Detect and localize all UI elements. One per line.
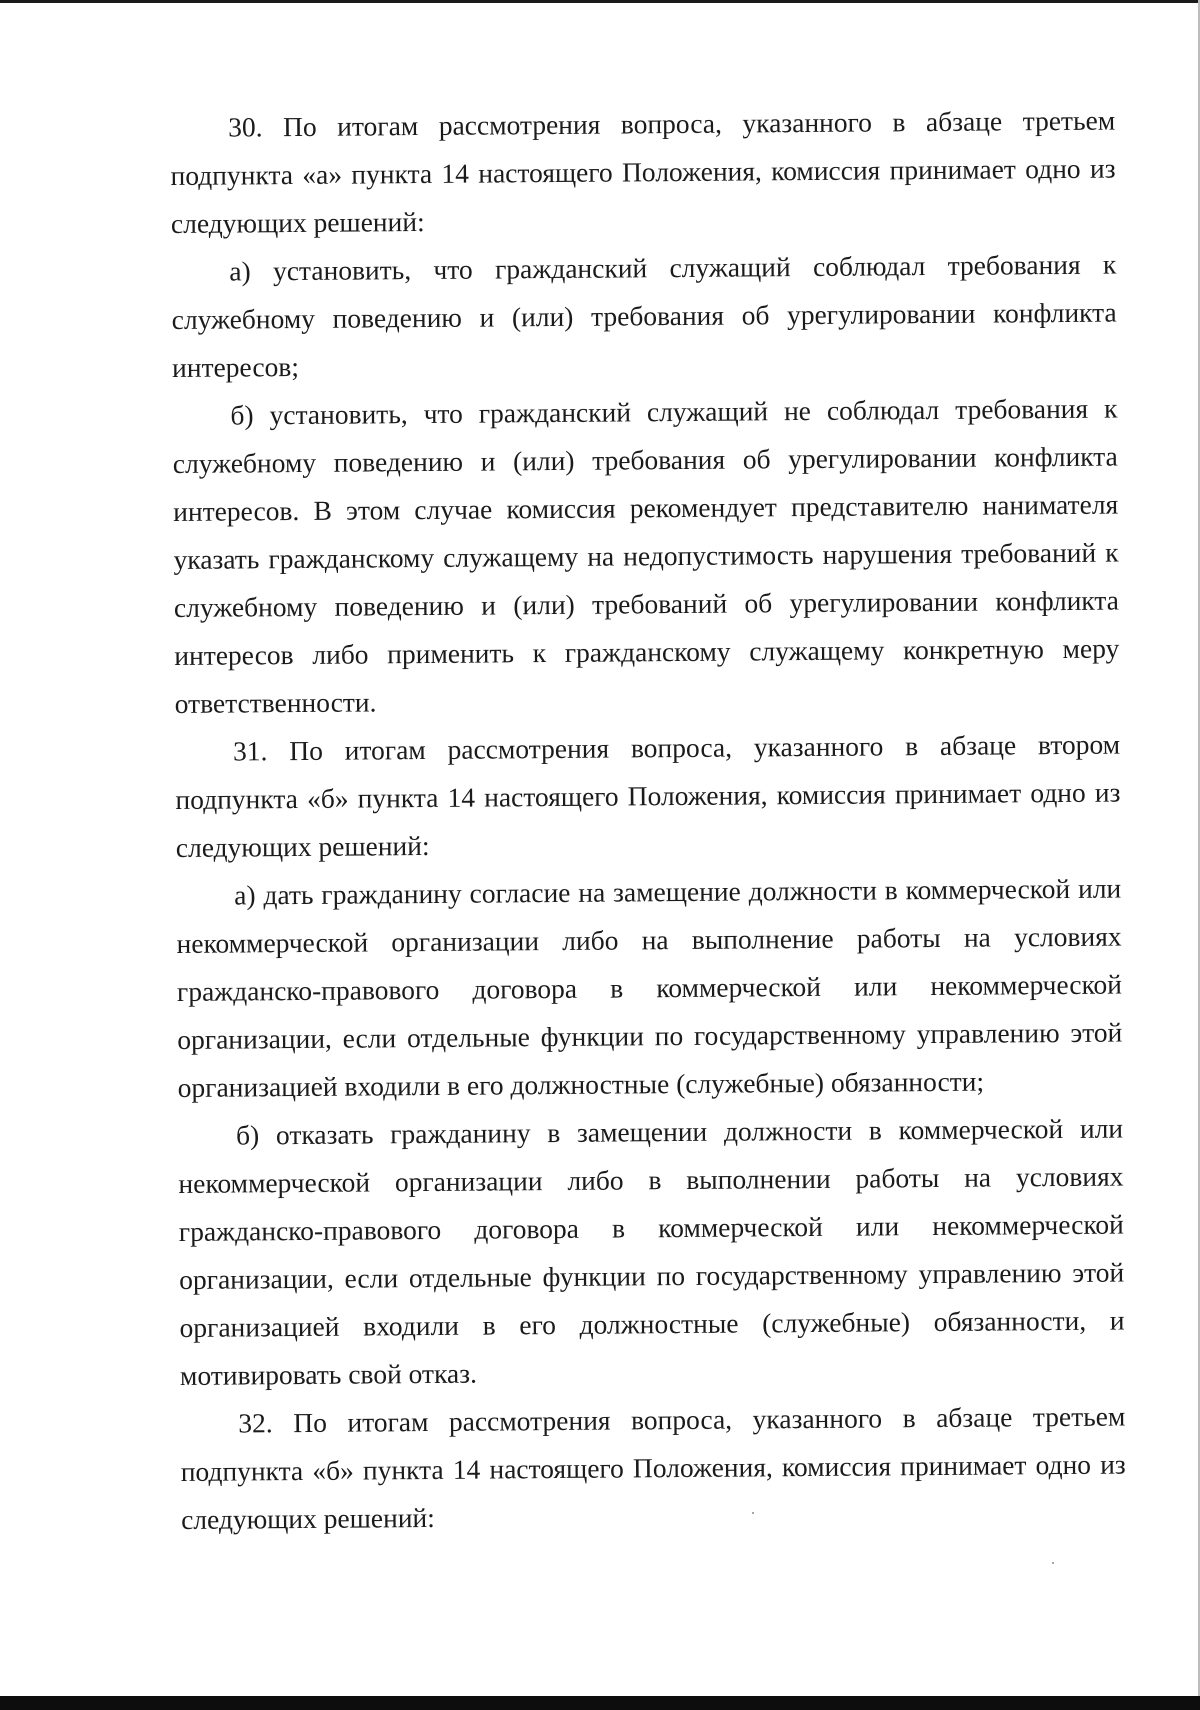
scan-speck — [1052, 1562, 1054, 1564]
scan-speck — [752, 1512, 754, 1514]
paragraph-32: 32. По итогам рассмотрения вопроса, указанного в абзаце третьем подпункта «б» пункта 14 настоящего Положения, комиссия принимает одно из следующих решений: — [180, 1400, 1126, 1535]
scan-bottom-edge — [0, 1696, 1200, 1710]
paragraph-30-b: б) установить, что гражданский служащий не соблюдал требования к служебному поведению и (или) требования об урегулировании конфликта интересов. В этом случае комиссия рекомендует представителю нанимателя указать гражданскому служащему на недопустимость нарушения требований к служебному поведению и (или) требований об урегулировании конфликта интересов либо применить к гражданскому служащему конкретную меру ответственности. — [172, 392, 1120, 719]
paragraph-31: 31. По итогам рассмотрения вопроса, указанного в абзаце втором подпункта «б» пункта 14 настоящего Положения, комиссия принимает одно из следующих решений: — [175, 728, 1121, 863]
paragraph-31-b: б) отказать гражданину в замещении должности в коммерческой или некоммерческой организации либо в выполнении работы на условиях гражданско-правового договора в коммерческой или некоммерческой организации, если отдельные функции по государственному управлению этой организацией входили в его должностные (служебные) обязанности, и мотивировать свой отказ. — [178, 1112, 1125, 1391]
paragraph-30-a: а) установить, что гражданский служащий соблюдал требования к служебному поведению и (или) требования об урегулировании конфликта интересов; — [171, 248, 1117, 383]
document-body — [170, 97, 1126, 1544]
scan-top-edge — [0, 0, 1200, 3]
paragraph-31-a: а) дать гражданину согласие на замещение должности в коммерческой или некоммерческой организации либо на выполнение работы на условиях гражданско-правового договора в коммерческой или некоммерческой организации, если отдельные функции по государственному управлению этой организацией входили в его должностные (служебные) обязанности; — [176, 872, 1123, 1103]
paragraph-30: 30. По итогам рассмотрения вопроса, указанного в абзаце третьем подпункта «а» пункта 14 настоящего Положения, комиссия принимает одно из следующих решений: — [170, 104, 1116, 239]
